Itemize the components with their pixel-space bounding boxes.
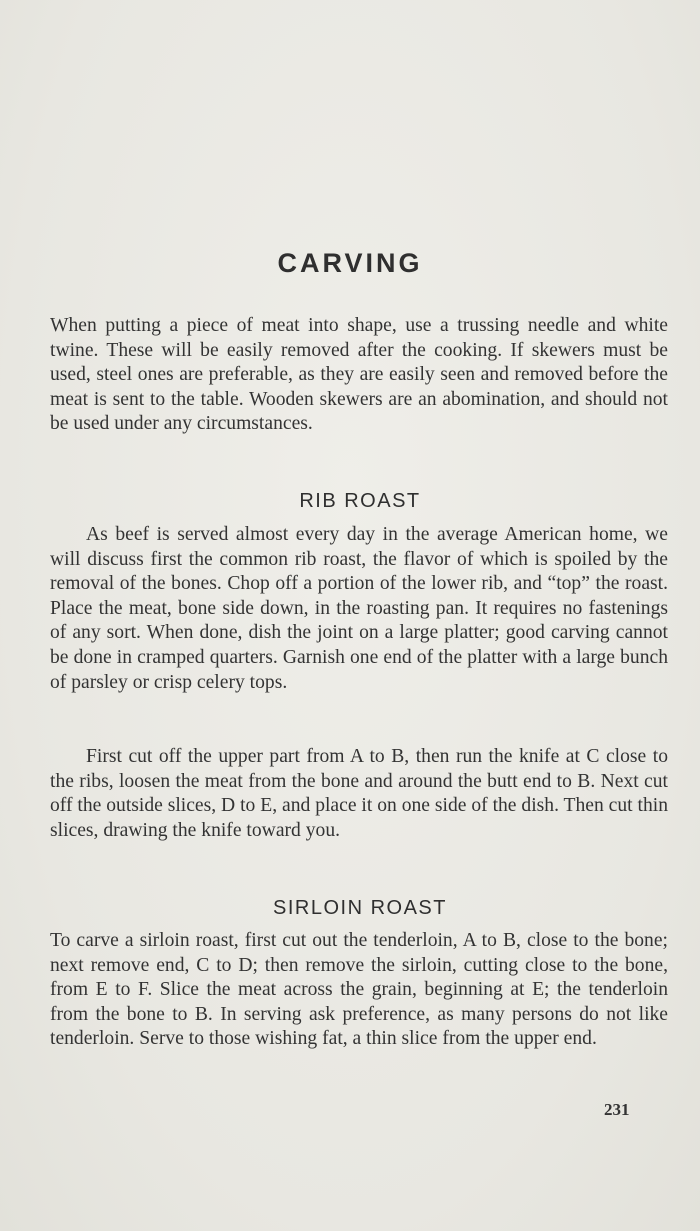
sirloin-roast-paragraph: To carve a sirloin roast, first cut out the tenderloin, A to B, close to the bone; next remove end, C to D; then remove the sirloin, cutting close to the bone, from E to F. Slice the meat across the grain, beginning at E; the tenderloin from the bone to B. In serving ask preference, as many persons do not like tenderloin. Serve to those wishing fat, a thin slice from the upper end. <box>50 930 668 1050</box>
page-number: 231 <box>604 1100 630 1119</box>
rib-roast-paragraph-1: As beef is served almost every day in the average American home, we will discuss first the common rib roast, the flavor of which is spoiled by the removal of the bones. Chop off a portion of the lower rib, and “top” the roast. Place the meat, bone side down, in the roasting pan. It requires no fastenings of any sort. When done, dish the joint on a large platter; good carving cannot be done in cramped quarters. Garnish one end of the platter with a large bunch of parsley or crisp celery tops. <box>50 524 668 693</box>
page-title: CARVING <box>277 248 423 278</box>
intro-paragraph: When putting a piece of meat into shape, use a trussing needle and white twine. These will be easily removed after the cooking. If skewers must be used, steel ones are preferable, as they are easily seen and removed before the meat is sent to the table. Wooden skewers are an abomination, and should not be used under any circumstances. <box>50 315 668 435</box>
rib-roast-heading: RIB ROAST <box>299 490 421 512</box>
sirloin-roast-heading: SIRLOIN ROAST <box>273 897 447 919</box>
rib-roast-paragraph-2: First cut off the upper part from A to B, then run the knife at C close to the ribs, loosen the meat from the bone and around the butt end to B. Next cut off the outside slices, D to E, and place it on one side of the dish. Then cut thin slices, drawing the knife toward you. <box>50 746 668 841</box>
